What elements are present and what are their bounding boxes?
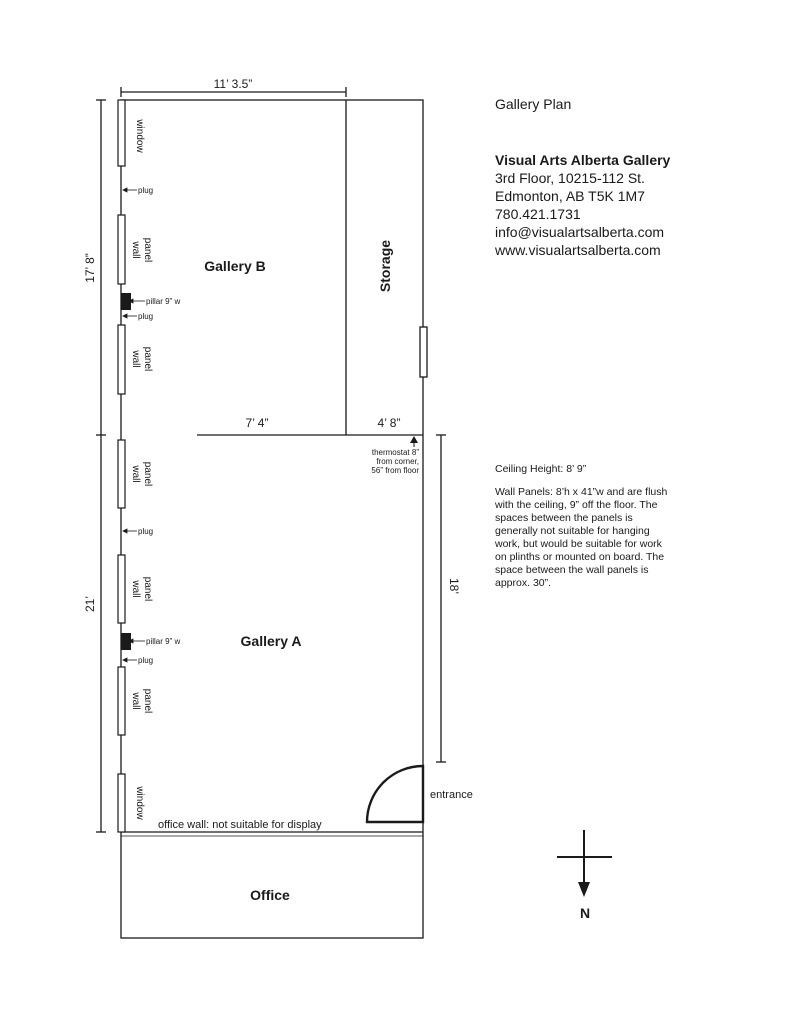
address-line-2: Edmonton, AB T5K 1M7	[495, 188, 645, 204]
window-north	[118, 100, 125, 166]
wall-panel-label-5b: panel	[142, 688, 153, 714]
contact-block	[495, 151, 670, 259]
entrance-door	[367, 766, 423, 822]
room-label-gallery-b: Gallery B	[204, 258, 266, 274]
dimension-top-width: 11’ 3.5”	[213, 77, 253, 91]
office-wall-note: office wall: not suitable for display	[158, 819, 322, 831]
wall-panel-5	[118, 667, 125, 735]
plug-label-2: plug	[138, 312, 154, 321]
plug-label-4: plug	[138, 656, 154, 665]
plug-label-3: plug	[138, 527, 154, 536]
wall-panel-label-3a: wall	[130, 465, 141, 483]
dimension-gallery-a-height: 21’	[83, 595, 97, 613]
dimension-partition-width: 7’ 4”	[245, 416, 269, 430]
wall-panel-3	[118, 440, 125, 508]
entrance-label: entrance	[430, 789, 473, 801]
phone-number: 780.421.1731	[495, 206, 581, 222]
thermostat-note-3: 56” from floor	[371, 466, 419, 475]
pillar-label-north: pillar 9” w	[146, 297, 181, 306]
page-title: Gallery Plan	[495, 96, 572, 112]
organization-name: Visual Arts Alberta Gallery	[495, 152, 671, 168]
ceiling-height-note: Ceiling Height: 8’ 9”	[495, 463, 587, 475]
pillar-label-south: pillar 9” w	[146, 637, 181, 646]
specifications-notes	[495, 463, 675, 600]
compass-icon	[557, 830, 612, 897]
room-label-office: Office	[250, 887, 290, 903]
dimension-storage-width: 4’ 8”	[377, 416, 401, 430]
wall-panel-label-2a: wall	[130, 350, 141, 368]
gallery-plan-title	[495, 96, 571, 112]
window-south	[118, 774, 125, 832]
dimension-gallery-b-height: 17’ 8”	[83, 253, 97, 283]
north-label: N	[579, 905, 591, 921]
thermostat-marker	[410, 436, 418, 443]
wall-panel-2	[118, 325, 125, 394]
thermostat-note-1: thermostat 8”	[371, 448, 419, 457]
website-address: www.visualartsalberta.com	[495, 242, 661, 258]
wall-panel-label-4a: wall	[130, 580, 141, 598]
wall-panels-note: Wall Panels: 8’h x 41”w and are flush with the ceiling, 9” off the floor. The spaces between the panels is generally not suitable for hanging work, but would be suitable for work on plinths or mounted on board. The space between the wall panels is approx. 30”.	[495, 486, 668, 589]
dimension-east-wall: 18’	[447, 577, 461, 595]
email-address: info@visualartsalberta.com	[495, 224, 665, 240]
room-label-storage: Storage	[377, 239, 393, 293]
wall-panel-label-3b: panel	[142, 461, 153, 487]
room-label-gallery-a: Gallery A	[240, 633, 302, 649]
wall-panel-4	[118, 555, 125, 623]
wall-panel-label-2b: panel	[142, 346, 153, 372]
wall-panel-label-5a: wall	[130, 692, 141, 710]
window-label-north: window	[134, 119, 145, 153]
storage-window	[420, 327, 427, 377]
wall-panel-label-1a: wall	[130, 241, 141, 259]
wall-panel-label-4b: panel	[142, 576, 153, 602]
plug-label-1: plug	[138, 186, 154, 195]
wall-panel-label-1b: panel	[142, 237, 153, 263]
window-label-south: window	[134, 786, 145, 820]
thermostat-note-2: from corner,	[376, 457, 419, 466]
address-line-1: 3rd Floor, 10215-112 St.	[495, 170, 645, 186]
wall-panel-1	[118, 215, 125, 284]
